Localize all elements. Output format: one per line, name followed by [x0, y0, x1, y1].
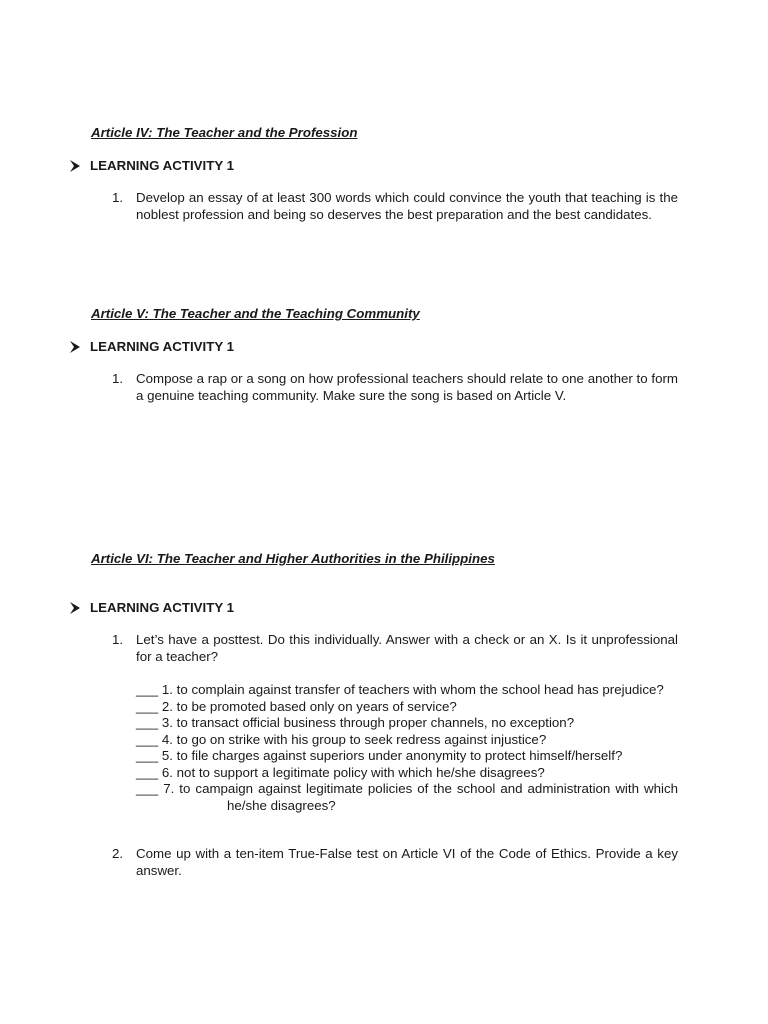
learning-activity-heading: [68, 600, 234, 617]
list-item-number: 1.: [112, 371, 124, 386]
list-item-text: Develop an essay of at least 300 words which could convince the youth that teaching is the noblest profession and being so deserves the best preparation and the best candidates.: [136, 190, 678, 222]
learning-activity-label: LEARNING ACTIVITY 1: [90, 339, 235, 354]
checklist-item: ___ 7. to campaign against legitimate policies of the school and administration with which: [136, 781, 678, 796]
list-item-number: 2.: [112, 846, 124, 861]
checklist-item: ___ 4. to go on strike with his group to seek redress against injustice?: [136, 731, 547, 747]
list-item: [112, 190, 678, 223]
checklist-item: ___ 2. to be promoted based only on years of service?: [136, 698, 457, 714]
learning-activity-label: LEARNING ACTIVITY 1: [90, 158, 235, 173]
section-heading-article-vi: Article VI: The Teacher and Higher Authorities in the Philippines: [91, 551, 495, 566]
section-heading-article-iv: Article IV: The Teacher and the Profession: [91, 125, 358, 140]
list-item-text: Come up with a ten-item True-False test on Article VI of the Code of Ethics. Provide a key answer.: [136, 846, 678, 878]
checklist-item: ___ 1. to complain against transfer of teachers with whom the school head has prejudice?: [136, 682, 664, 697]
checklist-item-continuation-text: he/she disagrees?: [227, 797, 336, 813]
arrow-bullet-icon: [68, 340, 90, 354]
checklist-item: ___ 3. to transact official business through proper channels, no exception?: [136, 715, 575, 730]
list-item-number: 1.: [112, 632, 124, 647]
list-item: [112, 846, 678, 879]
arrow-bullet-icon: [68, 159, 90, 173]
learning-activity-label: LEARNING ACTIVITY 1: [90, 600, 235, 615]
list-item-text: Let’s have a posttest. Do this individually. Answer with a check or an X. Is it unprofessional for a teacher?: [136, 632, 678, 664]
checklist-item: ___ 6. not to support a legitimate policy with which he/she disagrees?: [136, 764, 545, 780]
checklist-item: ___ 5. to file charges against superiors under anonymity to protect himself/herself?: [136, 748, 623, 763]
arrow-bullet-icon: [68, 601, 90, 615]
section-heading-article-v: Article V: The Teacher and the Teaching Community: [91, 306, 420, 321]
list-item-number: 1.: [112, 190, 124, 205]
posttest-checklist: [136, 682, 678, 814]
list-item: [112, 371, 678, 404]
learning-activity-heading: [68, 339, 234, 356]
list-item: [112, 632, 678, 665]
checklist-item-continuation: [136, 798, 678, 815]
list-item-text: Compose a rap or a song on how professional teachers should relate to one another to form a genuine teaching community. Make sure the song is based on Article V.: [136, 371, 678, 403]
learning-activity-heading: [68, 158, 234, 175]
